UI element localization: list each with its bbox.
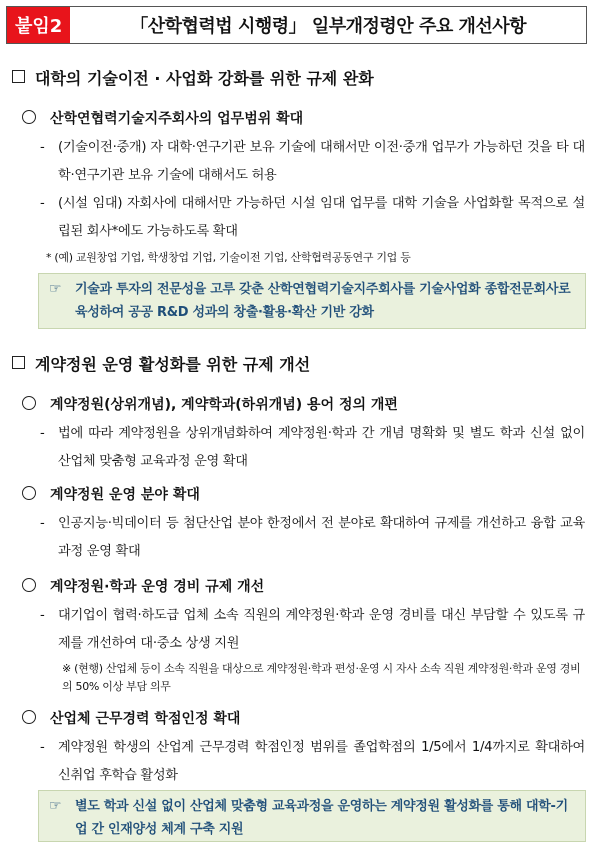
section-heading-text: 계약정원 운영 활성화를 위한 규제 개선 (35, 355, 311, 374)
dash-icon: - (40, 196, 45, 211)
summary-callout (38, 790, 586, 842)
list-item (40, 602, 585, 658)
subsection-title (22, 576, 264, 596)
subsection-title (22, 708, 240, 728)
subsection-title-text: 산업체 근무경력 학점인정 확대 (50, 711, 241, 727)
subsection-title (22, 394, 398, 414)
dash-icon: - (40, 608, 45, 623)
list-item-text: (시설 임대) 자회사에 대해서만 가능하던 시설 임대 업무를 대학 기술을 사업화할 목적으로 설립된 회사*에도 가능하도록 확대 (58, 196, 585, 239)
footnote: * (예) 교원창업 기업, 학생창업 기업, 기술이전 기업, 산학협력공동연구 기업 등 (46, 251, 411, 264)
dash-icon: - (40, 740, 45, 755)
circle-bullet-icon (22, 486, 36, 500)
document-title: 「산학협력법 시행령」 일부개정령안 주요 개선사항 (130, 16, 527, 37)
summary-callout-text: 기술과 투자의 전문성을 고루 갖춘 산학연협력기술지주회사를 기술사업화 종합전문회사로 육성하여 공공 R&D 성과의 창출·활용·확산 기반 강화 (75, 282, 571, 320)
footnote: ※ (현행) 산업체 등이 소속 직원을 대상으로 계약정원·학과 편성·운영 시 자사 소속 직원 계약정원·학과 운영 경비의 50% 이상 부담 의무 (62, 662, 581, 693)
subsection-title-text: 산학연협력기술지주회사의 업무범위 확대 (50, 111, 304, 127)
list-item (40, 734, 585, 790)
list-item (40, 134, 585, 190)
circle-bullet-icon (22, 396, 36, 410)
dash-icon: - (40, 426, 45, 441)
list-item-text: 법에 따라 계약정원을 상위개념화하여 계약정원·학과 간 개념 명확화 및 별도 학과 신설 없이 산업체 맞춤형 교육과정 운영 확대 (58, 426, 585, 469)
list-item-text: 인공지능·빅데이터 등 첨단산업 분야 한정에서 전 분야로 확대하여 규제를 개선하고 융합 교육과정 운영 확대 (58, 516, 585, 559)
circle-bullet-icon (22, 710, 36, 724)
subsection-title-text: 계약정원 운영 분야 확대 (50, 487, 200, 503)
dash-icon: - (40, 140, 45, 155)
section-heading-2 (12, 352, 310, 375)
summary-callout (38, 273, 586, 329)
list-item-text: 계약정원 학생의 산업계 근무경력 학점인정 범위를 졸업학점의 1/5에서 1/4까지로 확대하여 신취업 후학습 활성화 (58, 740, 585, 783)
document-header (6, 6, 587, 44)
list-item (40, 420, 585, 476)
square-bullet-icon (12, 70, 25, 83)
section-heading-1 (12, 66, 374, 89)
dash-icon: - (40, 516, 45, 531)
subsection-title (22, 108, 303, 128)
section-heading-text: 대학의 기술이전 · 사업화 강화를 위한 규제 완화 (35, 69, 374, 88)
circle-bullet-icon (22, 578, 36, 592)
subsection-title (22, 484, 200, 504)
list-item-text: 대기업이 협력·하도급 업체 소속 직원의 계약정원·학과 운영 경비를 대신 부담할 수 있도록 규제를 개선하여 대·중소 상생 지원 (58, 608, 585, 651)
subsection-title-text: 계약정원·학과 운영 경비 규제 개선 (50, 579, 265, 595)
attachment-badge: 붙임2 (7, 7, 70, 43)
pointing-hand-icon: ☞ (49, 281, 62, 297)
subsection-title-text: 계약정원(상위개념), 계약학과(하위개념) 용어 정의 개편 (50, 397, 398, 413)
list-item-text: (기술이전·중개) 자 대학·연구기관 보유 기술에 대해서만 이전·중개 업무가 가능하던 것을 타 대학·연구기관 보유 기술에 대해서도 허용 (58, 140, 585, 183)
circle-bullet-icon (22, 110, 36, 124)
summary-callout-text: 별도 학과 신설 없이 산업체 맞춤형 교육과정을 운영하는 계약정원 활성화를 통해 대학-기업 간 인재양성 체계 구축 지원 (75, 799, 568, 837)
pointing-hand-icon: ☞ (49, 798, 62, 814)
list-item (40, 510, 585, 566)
list-item (40, 190, 585, 246)
square-bullet-icon (12, 356, 25, 369)
